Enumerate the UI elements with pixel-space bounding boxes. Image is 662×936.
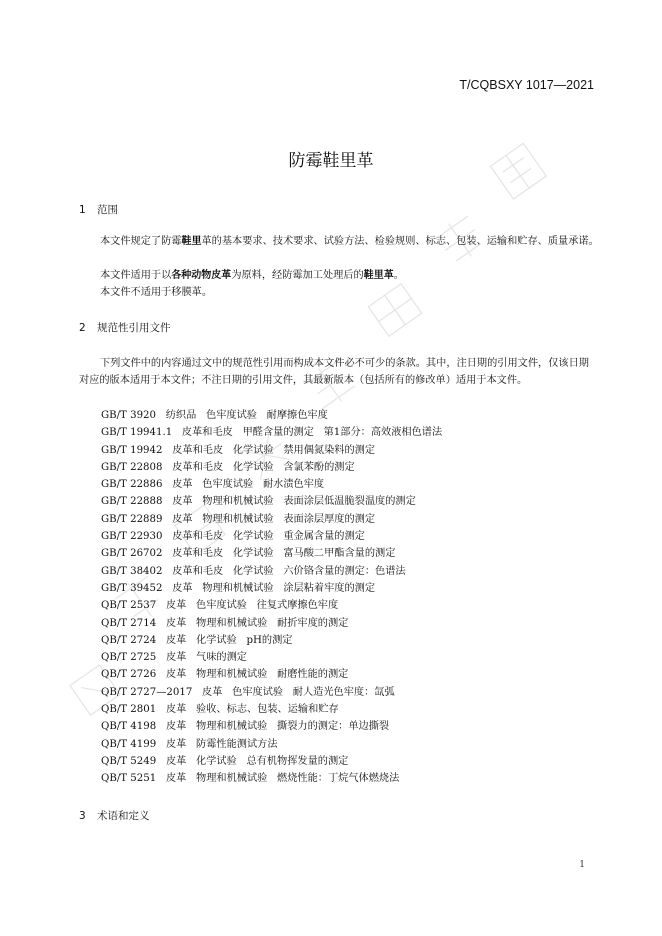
section-number: 2	[79, 322, 86, 334]
text-run: 本文件适用于以	[100, 270, 172, 281]
bold-term: 各种动物皮革	[171, 270, 232, 281]
section-title: 范围	[97, 204, 118, 216]
reference-item: GB/T 19942 皮革和毛皮 化学试验 禁用偶氮染料的测定	[101, 444, 376, 456]
reference-item: QB/T 4198 皮革 物理和机械试验 撕裂力的测定：单边撕裂	[101, 721, 390, 733]
bold-term: 鞋里革	[363, 270, 394, 281]
scope-paragraph-3: 本文件不适用于移膜革。	[100, 287, 213, 298]
reference-item: QB/T 2727—2017 皮革 色牢度试验 耐人造光色牢度：氙弧	[101, 686, 395, 698]
reference-item: QB/T 2726 皮革 物理和机械试验 耐磨性能的测定	[101, 669, 349, 681]
reference-item: GB/T 19941.1 皮革和毛皮 甲醛含量的测定 第1部分：高效液相色谱法	[101, 427, 443, 439]
reference-item: QB/T 2725 皮革 气味的测定	[101, 652, 247, 664]
text-run: 为原料，经防霉加工处理后的	[231, 270, 364, 281]
reference-item: QB/T 2801 皮革 验收、标志、包装、运输和贮存	[101, 704, 339, 716]
text-run: 本文件规定了防霉	[100, 236, 182, 247]
section-heading-2	[79, 320, 171, 335]
document-code: T/CQBSXY 1017—2021	[459, 78, 594, 92]
section-title: 规范性引用文件	[97, 322, 171, 334]
reference-item: GB/T 22930 皮革和毛皮 化学试验 重金属含量的测定	[101, 531, 365, 543]
section-heading-3	[79, 808, 150, 823]
reference-item: GB/T 22888 皮革 物理和机械试验 表面涂层低温脆裂温度的测定	[101, 496, 416, 508]
reference-item: GB/T 22808 皮革和毛皮 化学试验 含氯苯酚的测定	[101, 461, 355, 473]
reference-item: QB/T 2724 皮革 化学试验 pH的测定	[101, 634, 293, 646]
page-number: 1	[579, 860, 585, 870]
scope-paragraph-2	[79, 267, 599, 284]
reference-item: GB/T 26702 皮革和毛皮 化学试验 富马酸二甲酯含量的测定	[101, 548, 396, 560]
section-number: 3	[79, 810, 86, 822]
reference-item: GB/T 3920 纺织品 色牢度试验 耐摩擦色牢度	[101, 410, 328, 421]
reference-item: GB/T 22886 皮革 色牢度试验 耐水渍色牢度	[101, 479, 325, 491]
reference-item: GB/T 39452 皮革 物理和机械试验 涂层粘着牢度的测定	[101, 582, 376, 594]
reference-item: QB/T 5249 皮革 化学试验 总有机物挥发量的测定	[101, 755, 349, 767]
reference-item: GB/T 38402 皮革和毛皮 化学试验 六价铬含量的测定：色谱法	[101, 565, 406, 577]
reference-item: QB/T 2714 皮革 物理和机械试验 耐折牢度的测定	[101, 617, 349, 629]
reference-item: GB/T 22889 皮革 物理和机械试验 表面涂层厚度的测定	[101, 513, 376, 525]
text-run: 革的基本要求、技术要求、试验方法、检验规则、标志、包装、运输和贮存、质量承诺。	[201, 236, 599, 247]
section-title: 术语和定义	[97, 810, 150, 822]
reference-list	[101, 407, 601, 788]
section-number: 1	[79, 204, 86, 216]
scope-paragraph-1	[79, 233, 599, 250]
reference-item: QB/T 5251 皮革 物理和机械试验 燃烧性能：丁烷气体燃烧法	[101, 773, 400, 785]
page-title: 防霉鞋里革	[288, 151, 374, 171]
section-heading-1	[79, 202, 118, 217]
normative-intro: 下列文件中的内容通过文中的规范性引用而构成本文件必不可少的条款。其中，注日期的引用文件，仅该日期对应的版本适用于本文件；不注日期的引用文件，其最新版本（包括所有的修改单）适用于本文件。	[79, 358, 589, 386]
reference-item: QB/T 2537 皮革 色牢度试验 往复式摩擦色牢度	[101, 600, 339, 612]
reference-item: QB/T 4199 皮革 防霉性能测试方法	[101, 738, 278, 750]
bold-term: 鞋里	[181, 236, 202, 247]
text-run: 。	[393, 270, 404, 281]
